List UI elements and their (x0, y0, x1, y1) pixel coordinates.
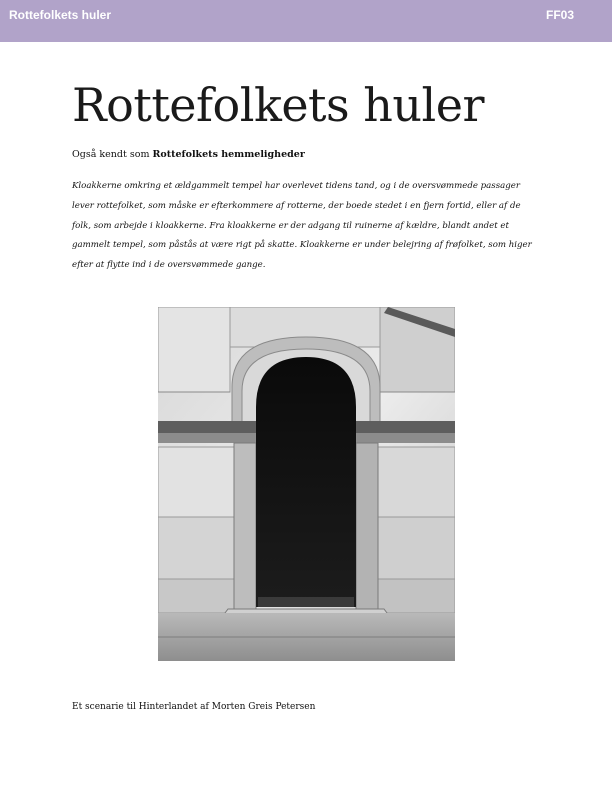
aka-prefix: Også kendt som (72, 149, 153, 160)
also-known-as (72, 149, 305, 160)
header-code: FF03 (545, 8, 574, 22)
stone-archway-photo (158, 307, 455, 661)
page-title: Rottefolkets huler (72, 78, 484, 132)
header-bar (0, 0, 612, 42)
credit-line: Et scenarie til Hinterlandet af Morten Greis Petersen (72, 702, 316, 712)
aka-name: Rottefolkets hemmeligheder (152, 149, 305, 160)
header-title: Rottefolkets huler (9, 8, 112, 22)
intro-paragraph: Kloakkerne omkring et ældgammelt tempel har overlevet tidens tand, og i de oversvømmede passager lever rottefolket, som måske er efterkommere af rotterne, der boede stedet i en fjern fortid, eller af de folk, som arbejde i kloakkerne. Fra kloakkerne er der adgang til ruinerne af kældre, blandt andet et gammelt tempel, som påstås at være rigt på skatte. Kloakkerne er under belejring af frøfolket, som higer efter at flytte ind i de oversvømmede gange. (72, 181, 532, 271)
